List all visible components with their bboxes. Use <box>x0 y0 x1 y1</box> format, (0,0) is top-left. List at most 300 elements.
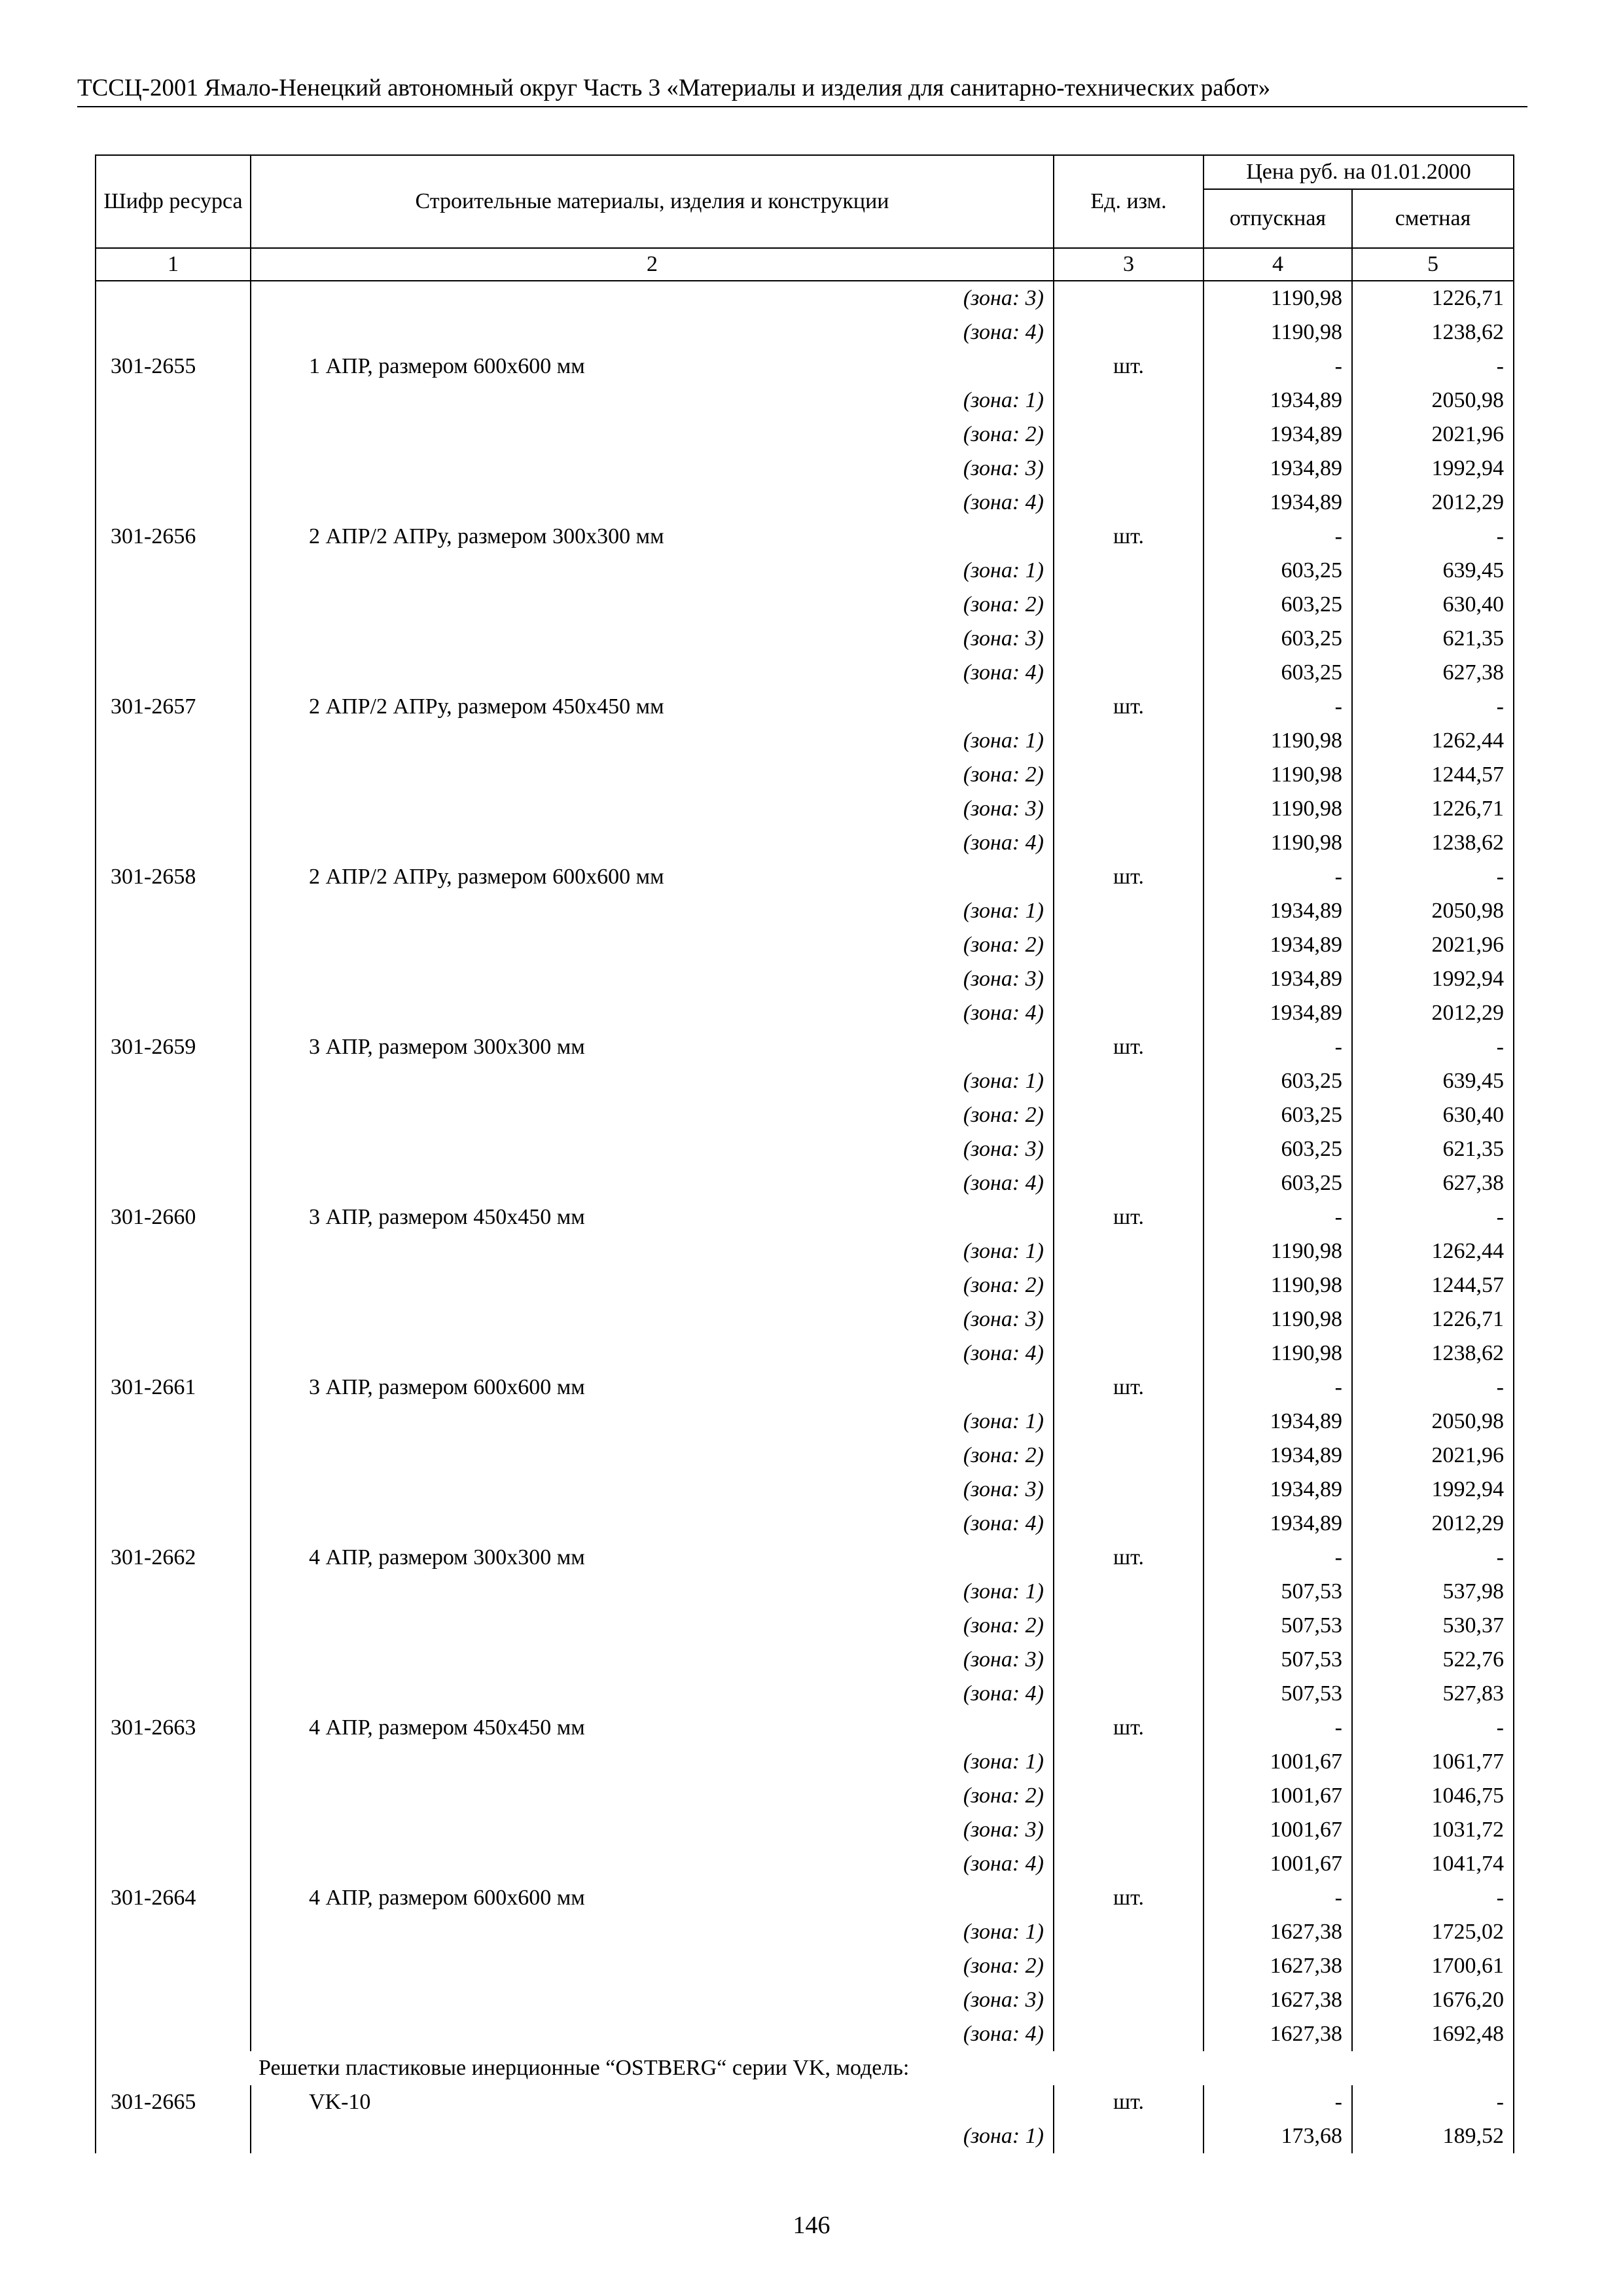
item-row <box>96 1200 1514 1234</box>
unit-cell <box>1054 1473 1204 1507</box>
zone-label: (зона: 1) <box>251 1575 1054 1609</box>
zone-row <box>96 1473 1514 1507</box>
estimate-price: 2021,96 <box>1352 928 1514 962</box>
release-price: 1934,89 <box>1204 452 1352 486</box>
estimate-price: 1992,94 <box>1352 452 1514 486</box>
release-price: 1934,89 <box>1204 486 1352 520</box>
release-price: - <box>1204 860 1352 894</box>
unit-cell <box>1054 1405 1204 1439</box>
code-cell <box>96 1473 251 1507</box>
release-price: - <box>1204 1371 1352 1405</box>
estimate-price: - <box>1352 1030 1514 1064</box>
estimate-price: 621,35 <box>1352 622 1514 656</box>
zone-row <box>96 928 1514 962</box>
zone-row <box>96 1439 1514 1473</box>
item-row <box>96 350 1514 384</box>
zone-label: (зона: 3) <box>251 1983 1054 2017</box>
unit-cell <box>1054 1336 1204 1371</box>
estimate-price: 1031,72 <box>1352 1813 1514 1847</box>
zone-row <box>96 1575 1514 1609</box>
estimate-price: 639,45 <box>1352 1064 1514 1098</box>
zone-row <box>96 1234 1514 1268</box>
zone-label: (зона: 4) <box>251 486 1054 520</box>
estimate-price: 1262,44 <box>1352 724 1514 758</box>
zone-label: (зона: 1) <box>251 894 1054 928</box>
zone-label: (зона: 1) <box>251 1064 1054 1098</box>
item-row <box>96 1711 1514 1745</box>
zone-label: (зона: 1) <box>251 554 1054 588</box>
zone-row <box>96 1405 1514 1439</box>
section-row <box>96 2051 1514 2085</box>
unit-cell: шт. <box>1054 520 1204 554</box>
release-price: 1934,89 <box>1204 1473 1352 1507</box>
unit-cell <box>1054 1098 1204 1132</box>
code-cell <box>96 315 251 350</box>
zone-row <box>96 1064 1514 1098</box>
unit-cell <box>1054 281 1204 315</box>
code-cell <box>96 1779 251 1813</box>
release-price: 507,53 <box>1204 1609 1352 1643</box>
unit-cell: шт. <box>1054 1200 1204 1234</box>
estimate-price: - <box>1352 2085 1514 2119</box>
item-name: 3 АПР, размером 300x300 мм <box>251 1030 1054 1064</box>
code-cell <box>96 1745 251 1779</box>
zone-row <box>96 826 1514 860</box>
estimate-price: 1061,77 <box>1352 1745 1514 1779</box>
zone-label: (зона: 4) <box>251 1166 1054 1200</box>
release-price: 1190,98 <box>1204 1302 1352 1336</box>
estimate-price: 1725,02 <box>1352 1915 1514 1949</box>
zone-label: (зона: 2) <box>251 418 1054 452</box>
resource-code: 301-2656 <box>96 520 251 554</box>
code-cell <box>96 962 251 996</box>
release-price: 1934,89 <box>1204 962 1352 996</box>
estimate-price: - <box>1352 690 1514 724</box>
zone-label: (зона: 2) <box>251 1779 1054 1813</box>
resource-code: 301-2657 <box>96 690 251 724</box>
unit-cell <box>1054 758 1204 792</box>
zone-row <box>96 1643 1514 1677</box>
release-price: 603,25 <box>1204 588 1352 622</box>
unit-cell <box>1054 1064 1204 1098</box>
zone-row <box>96 1779 1514 1813</box>
zone-label: (зона: 2) <box>251 758 1054 792</box>
code-cell <box>96 384 251 418</box>
unit-cell <box>1054 1166 1204 1200</box>
zone-row <box>96 1677 1514 1711</box>
column-number: 3 <box>1054 248 1204 281</box>
release-price: - <box>1204 520 1352 554</box>
zone-label: (зона: 4) <box>251 826 1054 860</box>
resource-code: 301-2659 <box>96 1030 251 1064</box>
unit-cell <box>1054 1847 1204 1881</box>
zone-label: (зона: 3) <box>251 1132 1054 1166</box>
zone-label: (зона: 3) <box>251 281 1054 315</box>
code-cell <box>96 1132 251 1166</box>
zone-row <box>96 554 1514 588</box>
release-price: 507,53 <box>1204 1643 1352 1677</box>
estimate-price: 2012,29 <box>1352 1507 1514 1541</box>
unit-cell <box>1054 1779 1204 1813</box>
unit-cell: шт. <box>1054 860 1204 894</box>
unit-cell <box>1054 588 1204 622</box>
code-cell <box>96 1915 251 1949</box>
unit-cell <box>1054 1949 1204 1983</box>
zone-label: (зона: 1) <box>251 1405 1054 1439</box>
code-cell <box>96 1847 251 1881</box>
table-body <box>96 281 1514 2153</box>
unit-cell <box>1054 1302 1204 1336</box>
release-price: - <box>1204 1881 1352 1915</box>
zone-label: (зона: 2) <box>251 1098 1054 1132</box>
code-cell <box>96 1609 251 1643</box>
release-price: 1934,89 <box>1204 1439 1352 1473</box>
estimate-price: 527,83 <box>1352 1677 1514 1711</box>
estimate-price: 2012,29 <box>1352 996 1514 1030</box>
item-name: 2 АПР/2 АПРу, размером 300x300 мм <box>251 520 1054 554</box>
estimate-price: 2012,29 <box>1352 486 1514 520</box>
code-cell <box>96 928 251 962</box>
unit-cell <box>1054 1915 1204 1949</box>
column-header-unit: Ед. изм. <box>1054 155 1204 248</box>
resource-code: 301-2655 <box>96 350 251 384</box>
estimate-price: 1244,57 <box>1352 758 1514 792</box>
release-price: 1190,98 <box>1204 826 1352 860</box>
release-price: 1001,67 <box>1204 1813 1352 1847</box>
unit-cell <box>1054 1609 1204 1643</box>
code-cell <box>96 622 251 656</box>
zone-label: (зона: 1) <box>251 2119 1054 2153</box>
code-cell <box>96 1098 251 1132</box>
resource-code: 301-2661 <box>96 1371 251 1405</box>
zone-label: (зона: 1) <box>251 1234 1054 1268</box>
zone-label: (зона: 3) <box>251 1813 1054 1847</box>
release-price: 603,25 <box>1204 1098 1352 1132</box>
resource-code: 301-2665 <box>96 2085 251 2119</box>
unit-cell: шт. <box>1054 1881 1204 1915</box>
column-number: 1 <box>96 248 251 281</box>
unit-cell: шт. <box>1054 350 1204 384</box>
unit-cell <box>1054 1439 1204 1473</box>
item-row <box>96 1541 1514 1575</box>
estimate-price: 1262,44 <box>1352 1234 1514 1268</box>
release-price: 1627,38 <box>1204 1915 1352 1949</box>
estimate-price: - <box>1352 1881 1514 1915</box>
zone-label: (зона: 3) <box>251 622 1054 656</box>
unit-cell <box>1054 622 1204 656</box>
code-cell <box>96 656 251 690</box>
release-price: 1190,98 <box>1204 1234 1352 1268</box>
code-cell <box>96 1507 251 1541</box>
unit-cell <box>1054 1983 1204 2017</box>
estimate-price: 2050,98 <box>1352 384 1514 418</box>
item-row <box>96 690 1514 724</box>
code-cell <box>96 486 251 520</box>
code-cell <box>96 2119 251 2153</box>
unit-cell <box>1054 724 1204 758</box>
unit-cell <box>1054 1677 1204 1711</box>
code-cell <box>96 758 251 792</box>
zone-label: (зона: 4) <box>251 1677 1054 1711</box>
release-price: - <box>1204 2085 1352 2119</box>
zone-row <box>96 894 1514 928</box>
price-table <box>95 154 1514 2153</box>
estimate-price: - <box>1352 860 1514 894</box>
estimate-price: 1992,94 <box>1352 962 1514 996</box>
estimate-price: 1238,62 <box>1352 826 1514 860</box>
unit-cell <box>1054 554 1204 588</box>
estimate-price: - <box>1352 350 1514 384</box>
estimate-price: - <box>1352 1371 1514 1405</box>
zone-row <box>96 1847 1514 1881</box>
release-price: 1190,98 <box>1204 1268 1352 1302</box>
column-header-estimate: сметная <box>1352 189 1514 248</box>
release-price: 1934,89 <box>1204 928 1352 962</box>
item-row <box>96 2085 1514 2119</box>
unit-cell <box>1054 962 1204 996</box>
unit-cell <box>1054 2119 1204 2153</box>
release-price: 1627,38 <box>1204 1983 1352 2017</box>
estimate-price: 1238,62 <box>1352 315 1514 350</box>
code-cell <box>96 418 251 452</box>
estimate-price: 630,40 <box>1352 588 1514 622</box>
code-cell <box>96 996 251 1030</box>
item-name: 3 АПР, размером 450x450 мм <box>251 1200 1054 1234</box>
estimate-price: 2021,96 <box>1352 1439 1514 1473</box>
column-number: 5 <box>1352 248 1514 281</box>
zone-label: (зона: 3) <box>251 1473 1054 1507</box>
code-cell <box>96 1268 251 1302</box>
zone-label: (зона: 4) <box>251 656 1054 690</box>
estimate-price: - <box>1352 1200 1514 1234</box>
unit-cell <box>1054 1132 1204 1166</box>
estimate-price: 1041,74 <box>1352 1847 1514 1881</box>
code-cell <box>96 554 251 588</box>
column-number: 4 <box>1204 248 1352 281</box>
code-cell <box>96 1575 251 1609</box>
zone-row <box>96 1949 1514 1983</box>
unit-cell <box>1054 384 1204 418</box>
release-price: - <box>1204 1030 1352 1064</box>
unit-cell <box>1054 486 1204 520</box>
release-price: 1934,89 <box>1204 894 1352 928</box>
document-header: ТССЦ-2001 Ямало-Ненецкий автономный округ Часть 3 «Материалы и изделия для санитарно-технических работ» <box>77 75 1271 101</box>
zone-row <box>96 1098 1514 1132</box>
zone-row <box>96 1302 1514 1336</box>
zone-row <box>96 1336 1514 1371</box>
resource-code: 301-2660 <box>96 1200 251 1234</box>
zone-label: (зона: 1) <box>251 384 1054 418</box>
estimate-price: 2021,96 <box>1352 418 1514 452</box>
unit-cell: шт. <box>1054 1030 1204 1064</box>
unit-cell <box>1054 452 1204 486</box>
column-header-code: Шифр ресурса <box>96 155 251 248</box>
zone-row <box>96 1813 1514 1847</box>
item-name: 2 АПР/2 АПРу, размером 600x600 мм <box>251 860 1054 894</box>
release-price: - <box>1204 690 1352 724</box>
unit-cell <box>1054 418 1204 452</box>
release-price: 1190,98 <box>1204 315 1352 350</box>
header-rule <box>77 106 1527 107</box>
zone-label: (зона: 1) <box>251 724 1054 758</box>
section-title: Решетки пластиковые инерционные “OSTBERG“ серии VK, модель: <box>96 2051 1514 2085</box>
zone-label: (зона: 3) <box>251 1643 1054 1677</box>
release-price: 1190,98 <box>1204 1336 1352 1371</box>
code-cell <box>96 724 251 758</box>
code-cell <box>96 2017 251 2051</box>
unit-cell <box>1054 928 1204 962</box>
estimate-price: - <box>1352 1541 1514 1575</box>
estimate-price: 627,38 <box>1352 656 1514 690</box>
code-cell <box>96 1166 251 1200</box>
unit-cell: шт. <box>1054 1711 1204 1745</box>
estimate-price: 627,38 <box>1352 1166 1514 1200</box>
estimate-price: 1692,48 <box>1352 2017 1514 2051</box>
resource-code: 301-2663 <box>96 1711 251 1745</box>
item-name: VK-10 <box>251 2085 1054 2119</box>
zone-row <box>96 486 1514 520</box>
release-price: 507,53 <box>1204 1677 1352 1711</box>
estimate-price: 1992,94 <box>1352 1473 1514 1507</box>
zone-row <box>96 622 1514 656</box>
item-row <box>96 520 1514 554</box>
zone-row <box>96 315 1514 350</box>
zone-label: (зона: 4) <box>251 1507 1054 1541</box>
release-price: 1627,38 <box>1204 2017 1352 2051</box>
code-cell <box>96 281 251 315</box>
zone-row <box>96 418 1514 452</box>
zone-row <box>96 1915 1514 1949</box>
code-cell <box>96 1983 251 2017</box>
unit-cell <box>1054 2017 1204 2051</box>
zone-row <box>96 588 1514 622</box>
code-cell <box>96 1405 251 1439</box>
estimate-price: 621,35 <box>1352 1132 1514 1166</box>
release-price: 507,53 <box>1204 1575 1352 1609</box>
zone-row <box>96 452 1514 486</box>
release-price: - <box>1204 1200 1352 1234</box>
item-row <box>96 1881 1514 1915</box>
release-price: 1190,98 <box>1204 281 1352 315</box>
zone-row <box>96 1132 1514 1166</box>
unit-cell <box>1054 315 1204 350</box>
estimate-price: 1046,75 <box>1352 1779 1514 1813</box>
unit-cell <box>1054 1575 1204 1609</box>
zone-row <box>96 1983 1514 2017</box>
unit-cell <box>1054 792 1204 826</box>
unit-cell: шт. <box>1054 1541 1204 1575</box>
release-price: 603,25 <box>1204 554 1352 588</box>
zone-row <box>96 281 1514 315</box>
item-name: 2 АПР/2 АПРу, размером 450x450 мм <box>251 690 1054 724</box>
release-price: 1934,89 <box>1204 1405 1352 1439</box>
release-price: 1190,98 <box>1204 792 1352 826</box>
unit-cell <box>1054 1745 1204 1779</box>
zone-row <box>96 1609 1514 1643</box>
estimate-price: 639,45 <box>1352 554 1514 588</box>
zone-label: (зона: 4) <box>251 1847 1054 1881</box>
code-cell <box>96 792 251 826</box>
code-cell <box>96 588 251 622</box>
release-price: - <box>1204 1711 1352 1745</box>
estimate-price: 1676,20 <box>1352 1983 1514 2017</box>
unit-cell <box>1054 1268 1204 1302</box>
zone-label: (зона: 2) <box>251 588 1054 622</box>
estimate-price: 1244,57 <box>1352 1268 1514 1302</box>
unit-cell <box>1054 1507 1204 1541</box>
zone-row <box>96 656 1514 690</box>
item-name: 4 АПР, размером 600x600 мм <box>251 1881 1054 1915</box>
zone-row <box>96 996 1514 1030</box>
code-cell <box>96 1234 251 1268</box>
zone-row <box>96 1268 1514 1302</box>
estimate-price: 2050,98 <box>1352 894 1514 928</box>
zone-row <box>96 724 1514 758</box>
code-cell <box>96 1677 251 1711</box>
estimate-price: 537,98 <box>1352 1575 1514 1609</box>
estimate-price: 1700,61 <box>1352 1949 1514 1983</box>
resource-code: 301-2662 <box>96 1541 251 1575</box>
estimate-price: - <box>1352 520 1514 554</box>
zone-label: (зона: 2) <box>251 928 1054 962</box>
zone-label: (зона: 2) <box>251 1268 1054 1302</box>
release-price: 1001,67 <box>1204 1745 1352 1779</box>
release-price: 603,25 <box>1204 1064 1352 1098</box>
zone-row <box>96 758 1514 792</box>
column-header-release: отпускная <box>1204 189 1352 248</box>
release-price: 1190,98 <box>1204 724 1352 758</box>
release-price: 603,25 <box>1204 1132 1352 1166</box>
resource-code: 301-2658 <box>96 860 251 894</box>
zone-label: (зона: 4) <box>251 2017 1054 2051</box>
release-price: 1934,89 <box>1204 384 1352 418</box>
release-price: 1934,89 <box>1204 418 1352 452</box>
item-name: 3 АПР, размером 600x600 мм <box>251 1371 1054 1405</box>
unit-cell <box>1054 656 1204 690</box>
unit-cell: шт. <box>1054 2085 1204 2119</box>
zone-row <box>96 1745 1514 1779</box>
zone-label: (зона: 3) <box>251 962 1054 996</box>
release-price: 603,25 <box>1204 656 1352 690</box>
release-price: 1934,89 <box>1204 1507 1352 1541</box>
code-cell <box>96 826 251 860</box>
estimate-price: 1226,71 <box>1352 792 1514 826</box>
zone-row <box>96 962 1514 996</box>
estimate-price: 2050,98 <box>1352 1405 1514 1439</box>
zone-row <box>96 1507 1514 1541</box>
column-number: 2 <box>251 248 1054 281</box>
zone-label: (зона: 2) <box>251 1609 1054 1643</box>
estimate-price: 1226,71 <box>1352 281 1514 315</box>
release-price: 1934,89 <box>1204 996 1352 1030</box>
release-price: 173,68 <box>1204 2119 1352 2153</box>
estimate-price: 522,76 <box>1352 1643 1514 1677</box>
release-price: - <box>1204 1541 1352 1575</box>
zone-label: (зона: 3) <box>251 792 1054 826</box>
item-name: 1 АПР, размером 600x600 мм <box>251 350 1054 384</box>
unit-cell <box>1054 1234 1204 1268</box>
column-header-price-group: Цена руб. на 01.01.2000 <box>1204 155 1514 189</box>
release-price: - <box>1204 350 1352 384</box>
estimate-price: 1226,71 <box>1352 1302 1514 1336</box>
code-cell <box>96 1643 251 1677</box>
column-header-name: Строительные материалы, изделия и конструкции <box>251 155 1054 248</box>
zone-row <box>96 1166 1514 1200</box>
zone-label: (зона: 4) <box>251 315 1054 350</box>
resource-code: 301-2664 <box>96 1881 251 1915</box>
release-price: 1190,98 <box>1204 758 1352 792</box>
item-name: 4 АПР, размером 450x450 мм <box>251 1711 1054 1745</box>
